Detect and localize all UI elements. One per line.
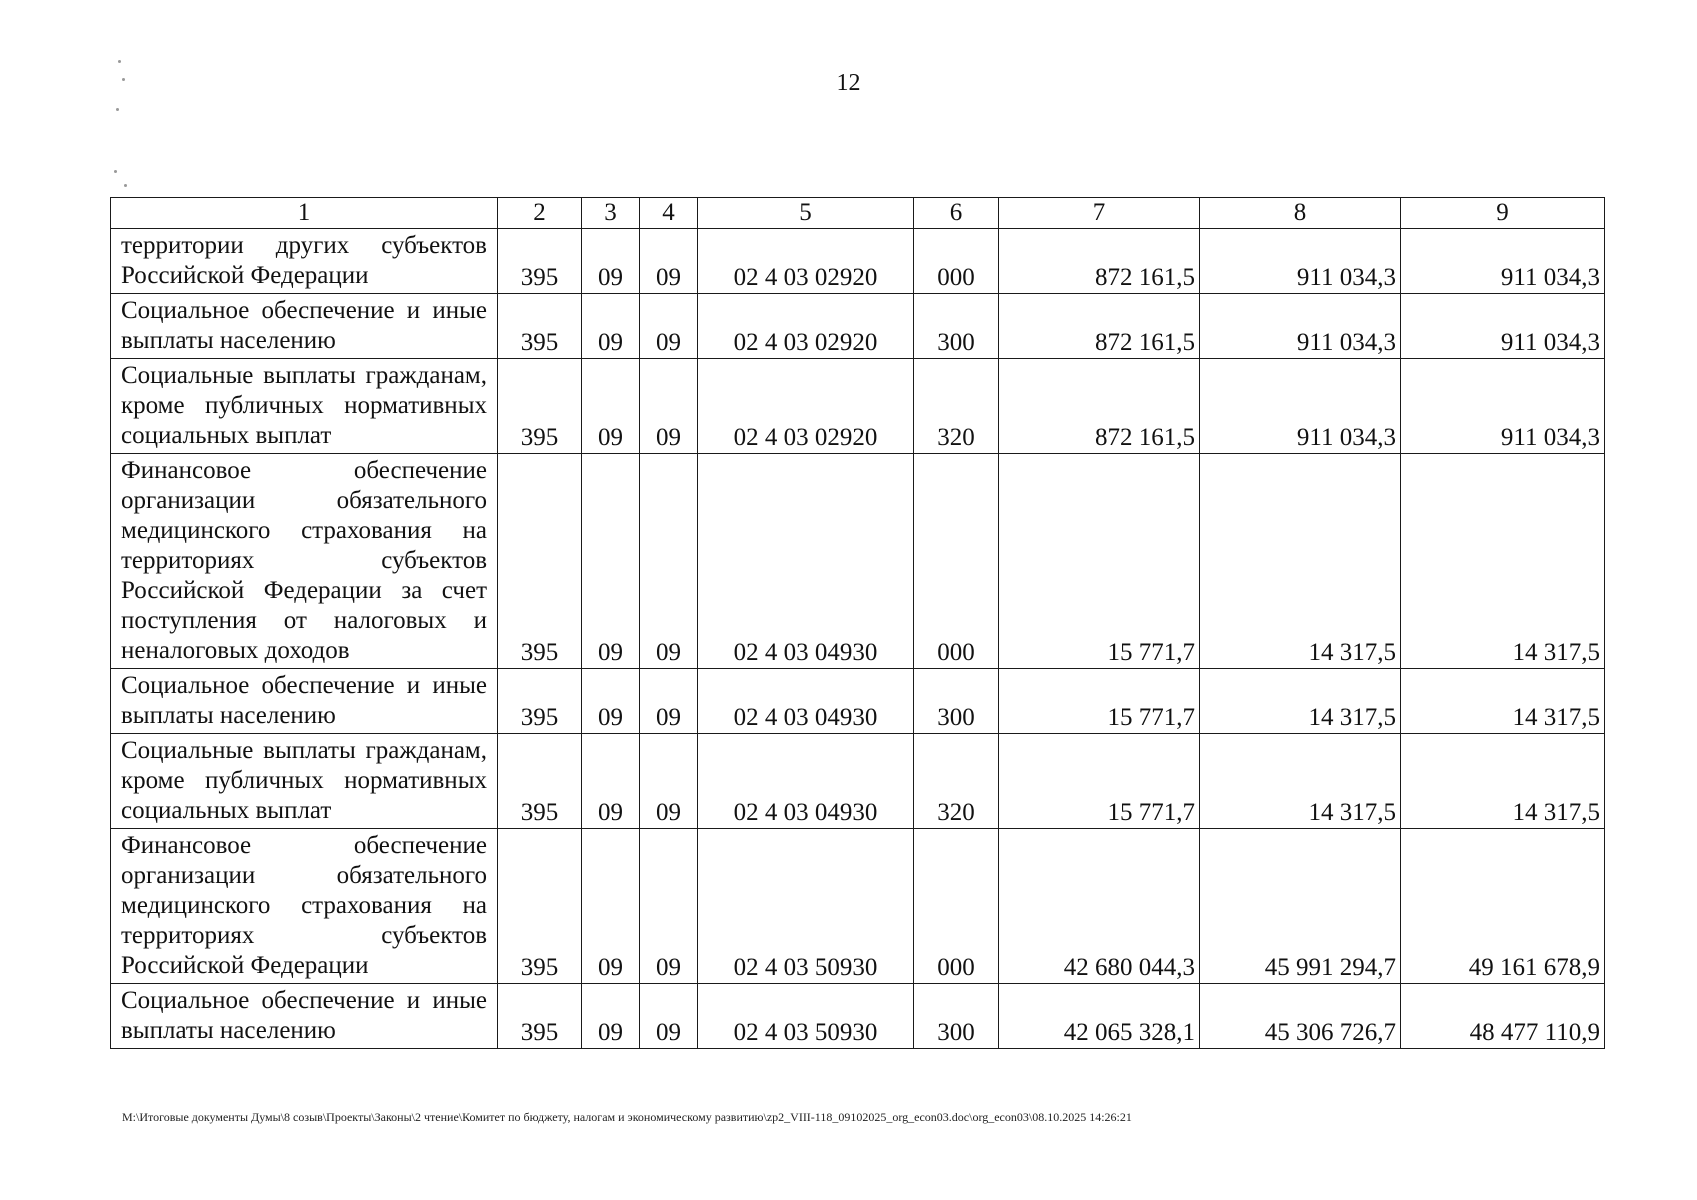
scan-speck — [114, 170, 117, 173]
cell-col-8: 14 317,5 — [1200, 734, 1401, 829]
table-row — [111, 294, 1605, 359]
scan-speck — [124, 184, 127, 187]
cell-col-9: 14 317,5 — [1401, 734, 1605, 829]
cell-col-2: 395 — [498, 294, 582, 359]
cell-col-5: 02 4 03 50930 — [698, 829, 914, 984]
cell-col-4: 09 — [640, 229, 698, 294]
cell-col-6: 000 — [914, 829, 999, 984]
budget-table — [110, 197, 1605, 1049]
row-description: Финансовое обеспечение организации обязательного медицинского страхования на территориях субъектов Российской Федерации за счет поступления от налоговых и неналоговых доходов — [111, 454, 498, 669]
cell-col-6: 000 — [914, 229, 999, 294]
cell-col-2: 395 — [498, 829, 582, 984]
scan-speck — [116, 108, 119, 111]
cell-col-9: 911 034,3 — [1401, 294, 1605, 359]
cell-col-5: 02 4 03 04930 — [698, 454, 914, 669]
cell-col-8: 14 317,5 — [1200, 454, 1401, 669]
row-description: Социальное обеспечение и иные выплаты населению — [111, 984, 498, 1049]
cell-col-8: 45 306 726,7 — [1200, 984, 1401, 1049]
document-file-path: М:\Итоговые документы Думы\8 созыв\Проекты\Законы\2 чтение\Комитет по бюджету, налогам и экономическому развитию\zp2_VIII-118_09102025_org_econ03.doc\org_econ03\08.10.2025 14:26:21 — [122, 1110, 1132, 1124]
cell-col-3: 09 — [582, 669, 640, 734]
column-number-row — [111, 198, 1605, 229]
table-row — [111, 359, 1605, 454]
table-row — [111, 229, 1605, 294]
cell-col-4: 09 — [640, 734, 698, 829]
cell-col-6: 300 — [914, 294, 999, 359]
cell-col-3: 09 — [582, 294, 640, 359]
cell-col-6: 300 — [914, 669, 999, 734]
cell-col-2: 395 — [498, 734, 582, 829]
cell-col-3: 09 — [582, 359, 640, 454]
cell-col-3: 09 — [582, 829, 640, 984]
cell-col-9: 14 317,5 — [1401, 454, 1605, 669]
table-row — [111, 734, 1605, 829]
table-row — [111, 829, 1605, 984]
cell-col-7: 872 161,5 — [999, 359, 1200, 454]
row-description: Социальные выплаты гражданам, кроме публичных нормативных социальных выплат — [111, 734, 498, 829]
cell-col-4: 09 — [640, 454, 698, 669]
cell-col-7: 15 771,7 — [999, 734, 1200, 829]
row-description: Социальное обеспечение и иные выплаты населению — [111, 294, 498, 359]
cell-col-3: 09 — [582, 454, 640, 669]
cell-col-7: 15 771,7 — [999, 454, 1200, 669]
cell-col-7: 872 161,5 — [999, 294, 1200, 359]
cell-col-2: 395 — [498, 669, 582, 734]
cell-col-5: 02 4 03 02920 — [698, 229, 914, 294]
cell-col-5: 02 4 03 04930 — [698, 734, 914, 829]
cell-col-8: 14 317,5 — [1200, 669, 1401, 734]
table-row — [111, 669, 1605, 734]
cell-col-5: 02 4 03 50930 — [698, 984, 914, 1049]
column-header: 6 — [914, 198, 999, 229]
cell-col-4: 09 — [640, 359, 698, 454]
cell-col-2: 395 — [498, 229, 582, 294]
column-header: 2 — [498, 198, 582, 229]
cell-col-2: 395 — [498, 984, 582, 1049]
cell-col-7: 42 680 044,3 — [999, 829, 1200, 984]
cell-col-9: 48 477 110,9 — [1401, 984, 1605, 1049]
cell-col-6: 320 — [914, 734, 999, 829]
column-header: 7 — [999, 198, 1200, 229]
cell-col-6: 000 — [914, 454, 999, 669]
cell-col-4: 09 — [640, 669, 698, 734]
cell-col-3: 09 — [582, 984, 640, 1049]
cell-col-8: 911 034,3 — [1200, 229, 1401, 294]
column-header: 5 — [698, 198, 914, 229]
table-row — [111, 454, 1605, 669]
cell-col-3: 09 — [582, 734, 640, 829]
budget-table-container — [110, 197, 1604, 1049]
column-header: 8 — [1200, 198, 1401, 229]
column-header: 4 — [640, 198, 698, 229]
cell-col-9: 911 034,3 — [1401, 359, 1605, 454]
cell-col-9: 49 161 678,9 — [1401, 829, 1605, 984]
cell-col-7: 42 065 328,1 — [999, 984, 1200, 1049]
cell-col-9: 14 317,5 — [1401, 669, 1605, 734]
table-row — [111, 984, 1605, 1049]
column-header: 3 — [582, 198, 640, 229]
cell-col-8: 45 991 294,7 — [1200, 829, 1401, 984]
cell-col-6: 320 — [914, 359, 999, 454]
cell-col-7: 15 771,7 — [999, 669, 1200, 734]
cell-col-3: 09 — [582, 229, 640, 294]
cell-col-5: 02 4 03 02920 — [698, 359, 914, 454]
row-description: территории других субъектов Российской Федерации — [111, 229, 498, 294]
column-header: 1 — [111, 198, 498, 229]
cell-col-5: 02 4 03 04930 — [698, 669, 914, 734]
cell-col-4: 09 — [640, 984, 698, 1049]
cell-col-4: 09 — [640, 829, 698, 984]
cell-col-2: 395 — [498, 454, 582, 669]
cell-col-2: 395 — [498, 359, 582, 454]
cell-col-6: 300 — [914, 984, 999, 1049]
cell-col-7: 872 161,5 — [999, 229, 1200, 294]
cell-col-8: 911 034,3 — [1200, 294, 1401, 359]
row-description: Социальные выплаты гражданам, кроме публичных нормативных социальных выплат — [111, 359, 498, 454]
cell-col-9: 911 034,3 — [1401, 229, 1605, 294]
row-description: Социальное обеспечение и иные выплаты населению — [111, 669, 498, 734]
cell-col-8: 911 034,3 — [1200, 359, 1401, 454]
cell-col-5: 02 4 03 02920 — [698, 294, 914, 359]
cell-col-4: 09 — [640, 294, 698, 359]
page-number: 12 — [836, 70, 861, 96]
scan-speck — [118, 60, 121, 63]
row-description: Финансовое обеспечение организации обязательного медицинского страхования на территориях субъектов Российской Федерации — [111, 829, 498, 984]
column-header: 9 — [1401, 198, 1605, 229]
